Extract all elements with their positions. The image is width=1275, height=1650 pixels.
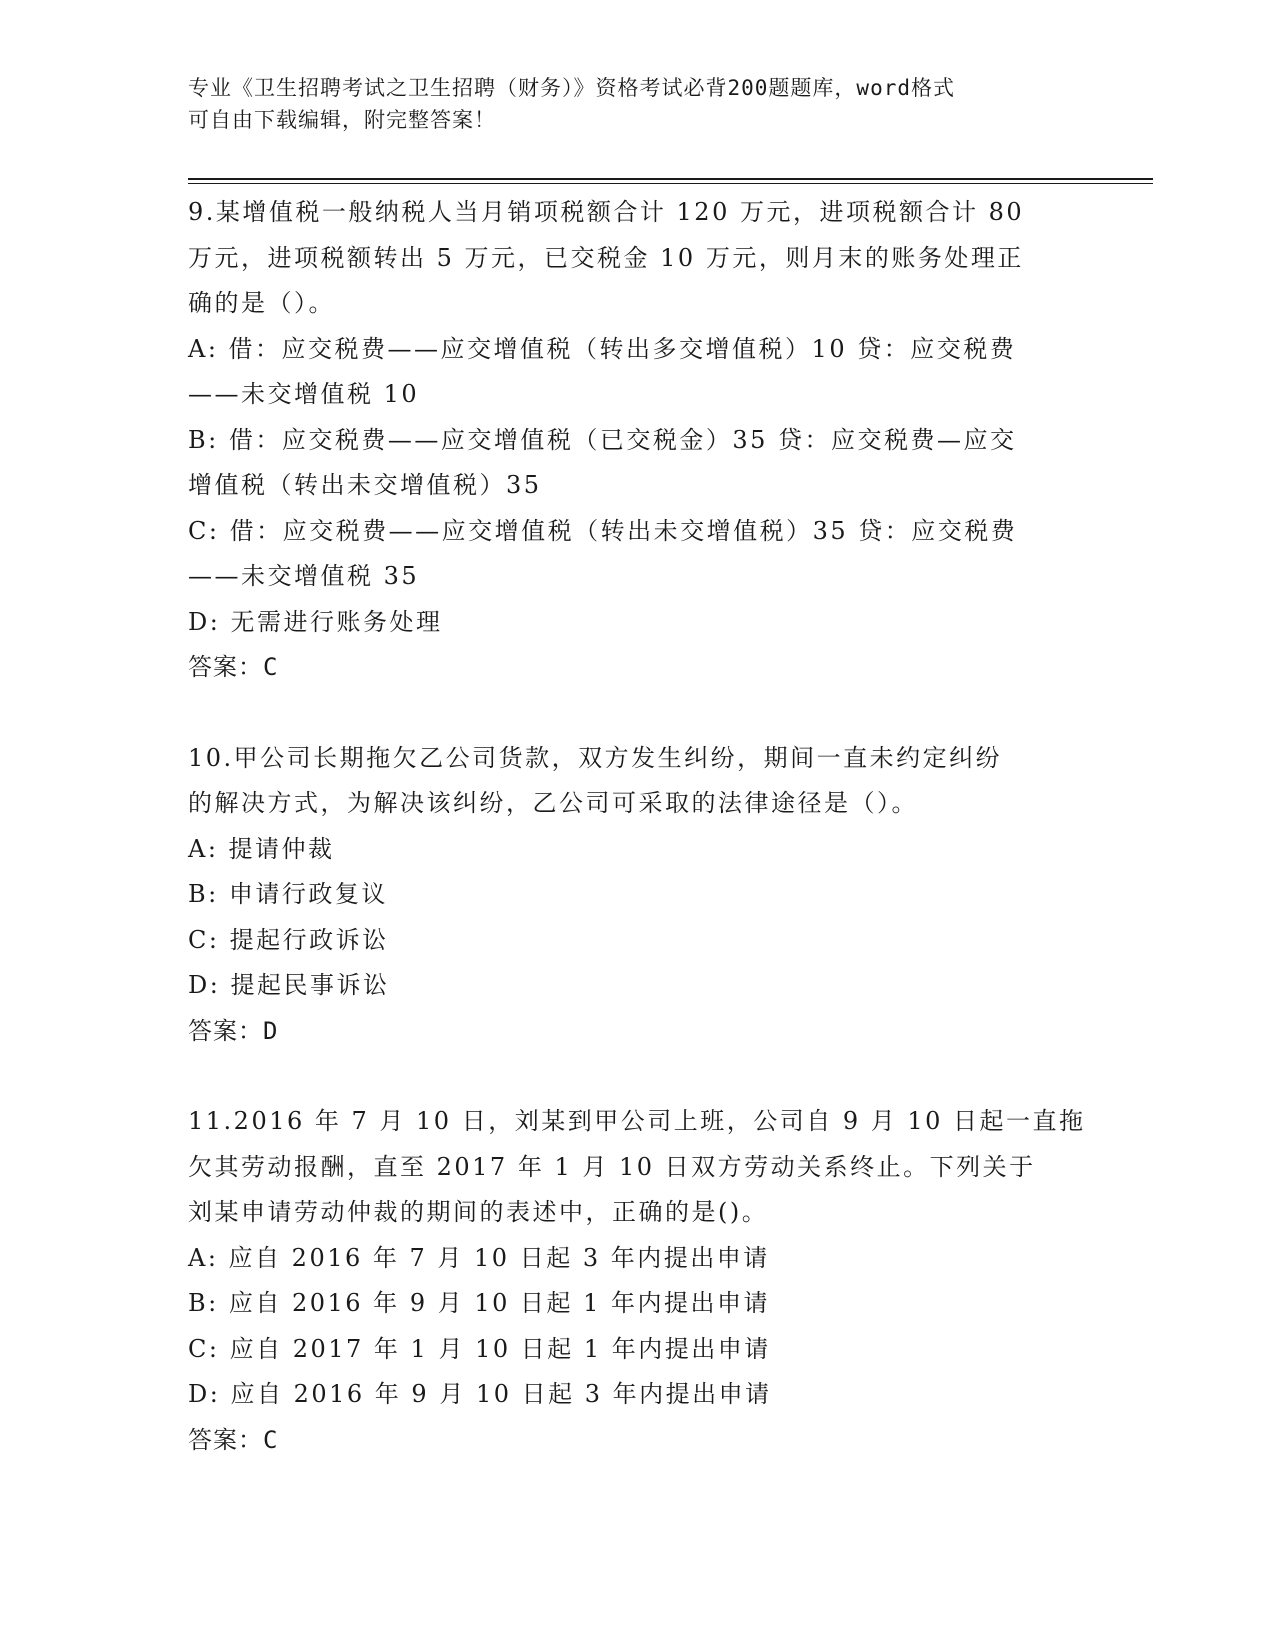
question-stem-line: 9.某增值税一般纳税人当月销项税额合计 120 万元，进项税额合计 80 xyxy=(188,198,1025,226)
header-title-line-2: 可自由下载编辑，附完整答案！ xyxy=(188,108,496,132)
question-spacer xyxy=(188,1054,1088,1099)
header-divider-thick xyxy=(188,178,1153,180)
option-a-line-1: A: 借：应交税费——应交增值税（转出多交增值税）10 贷：应交税费 xyxy=(188,334,1017,363)
option-b: B: 申请行政复议 xyxy=(188,880,388,908)
option-c-line-2: ——未交增值税 35 xyxy=(188,562,420,590)
question-9 xyxy=(188,190,1088,691)
document-header xyxy=(188,72,1088,136)
option-d: D: 提起民事诉讼 xyxy=(188,971,390,999)
question-list xyxy=(188,190,1088,1463)
question-stem-line: 10.甲公司长期拖欠乙公司货款，双方发生纠纷，期间一直未约定纠纷 xyxy=(188,743,1003,772)
answer-label: 答案：D xyxy=(188,1016,279,1045)
option-a: A: 提请仲裁 xyxy=(188,834,335,863)
question-stem-line: 万元，进项税额转出 5 万元，已交税金 10 万元，则月末的账务处理正 xyxy=(188,243,1024,272)
question-stem-line: 刘某申请劳动仲裁的期间的表述中，正确的是()。 xyxy=(188,1198,769,1226)
option-c-line-1: C: 借：应交税费——应交增值税（转出未交增值税）35 贷：应交税费 xyxy=(188,516,1018,545)
question-11 xyxy=(188,1099,1088,1463)
option-d: D: 应自 2016 年 9 月 10 日起 3 年内提出申请 xyxy=(188,1380,772,1408)
option-a: A: 应自 2016 年 7 月 10 日起 3 年内提出申请 xyxy=(188,1243,770,1272)
option-d: D: 无需进行账务处理 xyxy=(188,607,443,636)
question-spacer xyxy=(188,691,1088,736)
option-c: C: 应自 2017 年 1 月 10 日起 1 年内提出申请 xyxy=(188,1334,771,1363)
option-b-line-2: 增值税（转出未交增值税）35 xyxy=(188,471,542,499)
option-a-line-2: ——未交增值税 10 xyxy=(188,380,420,408)
option-c: C: 提起行政诉讼 xyxy=(188,925,389,954)
option-b-line-1: B: 借：应交税费——应交增值税（已交税金）35 贷：应交税费—应交 xyxy=(188,425,1017,454)
question-stem-line: 11.2016 年 7 月 10 日，刘某到甲公司上班，公司自 9 月 10 日起一直拖 xyxy=(188,1107,1086,1135)
question-10 xyxy=(188,736,1088,1055)
answer-label: 答案：C xyxy=(188,1425,279,1454)
answer-label: 答案：C xyxy=(188,653,279,681)
option-b: B: 应自 2016 年 9 月 10 日起 1 年内提出申请 xyxy=(188,1289,771,1317)
question-stem-line: 的解决方式，为解决该纠纷，乙公司可采取的法律途径是（）。 xyxy=(188,789,918,817)
question-stem-line: 确的是（）。 xyxy=(188,289,335,317)
question-stem-line: 欠其劳动报酬，直至 2017 年 1 月 10 日双方劳动关系终止。下列关于 xyxy=(188,1152,1036,1181)
header-title-line-1: 专业《卫生招聘考试之卫生招聘（财务）》资格考试必背200题题库，word格式 xyxy=(188,76,955,100)
header-divider-thin xyxy=(188,183,1153,184)
